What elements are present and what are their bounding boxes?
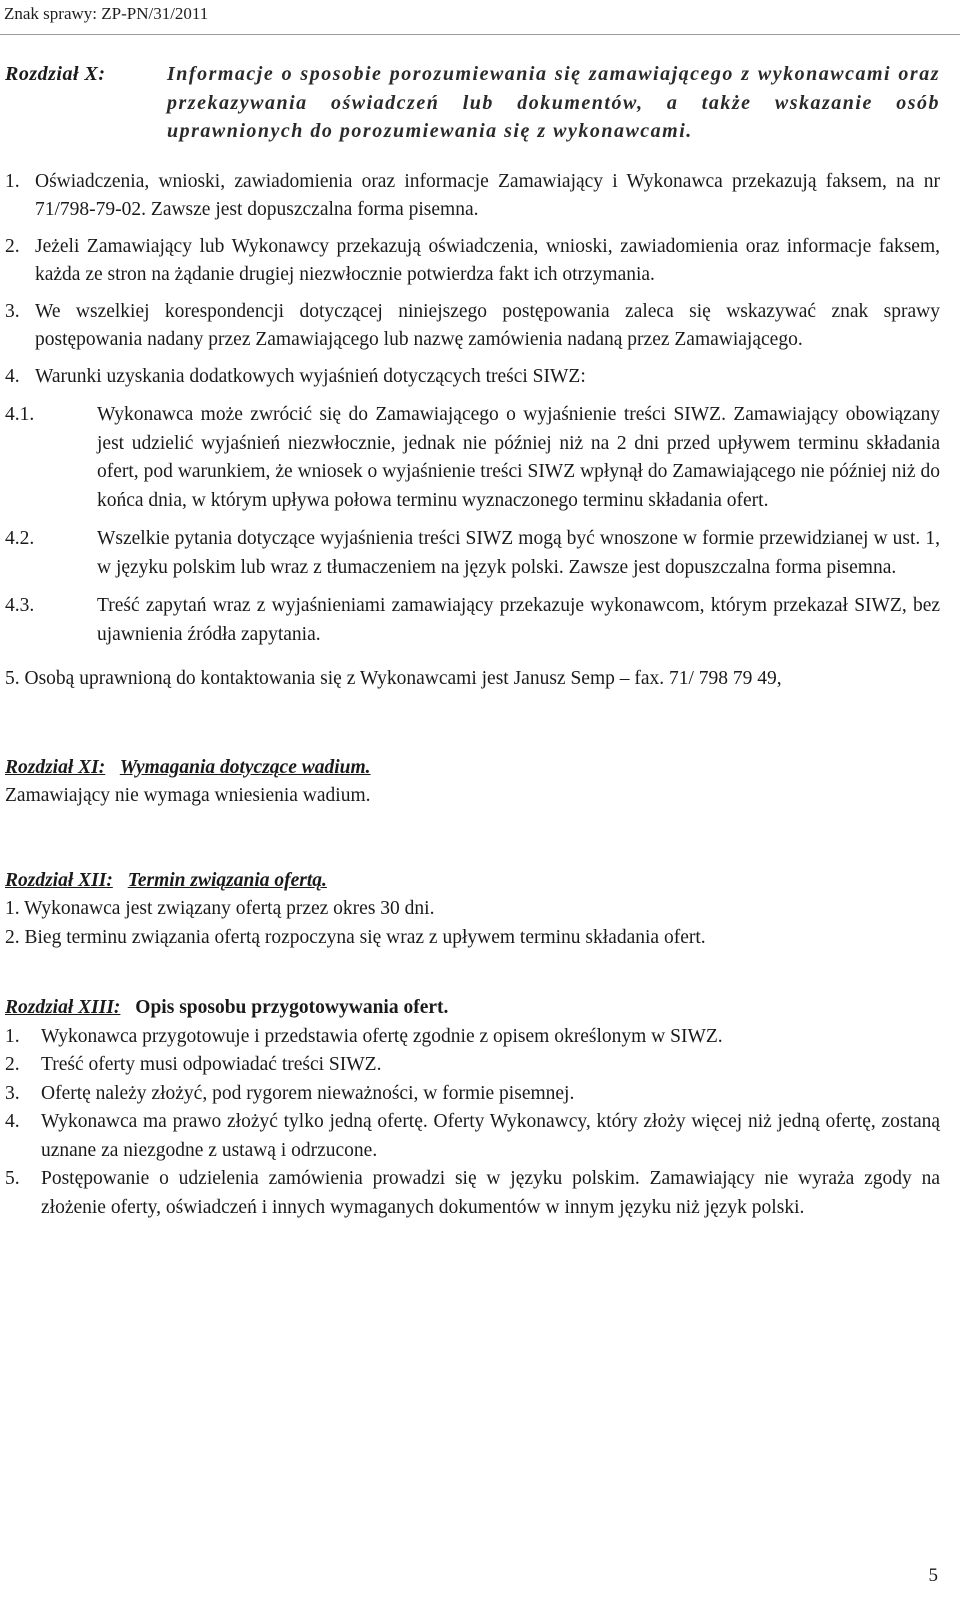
sub-item-text: Treść zapytań wraz z wyjaśnieniami zamawiający przekazuje wykonawcom, którym przekazał SIWZ, bez ujawnienia źródła zapytania. [97, 595, 940, 645]
chapter-xiii-title: Opis sposobu przygotowywania ofert. [135, 997, 449, 1018]
sub-item-number: 4.2. [5, 528, 35, 549]
chapter-x-title: Informacje o sposobie porozumiewania się zamawiającego z wykonawcami oraz przekazywania oświadczeń lub dokumentów, a także wskazanie osób uprawnionych do porozumiewania się z wykonawcami. [167, 63, 940, 142]
list-item [5, 363, 940, 392]
item-text: Treść oferty musi odpowiadać treści SIWZ. [41, 1054, 382, 1075]
list-item [5, 1080, 940, 1109]
item-text: Wykonawca przygotowuje i przedstawia ofertę zgodnie z opisem określonym w SIWZ. [41, 1025, 723, 1047]
item-text: We wszelkiej korespondencji dotyczącej niniejszego postępowania zaleca się wskazywać znak sprawy postępowania nadany przez Zamawiającego lub nazwę zamówienia nadaną przez Zamawiającego. [35, 300, 940, 350]
list-item: 1. Wykonawca jest związany ofertą przez okres 30 dni. [5, 898, 435, 919]
item-number: 2. [5, 235, 20, 257]
page-number: 5 [928, 1565, 938, 1586]
case-number-header: Znak sprawy: ZP-PN/31/2011 [4, 4, 209, 23]
chapter-xii-title: Termin związania ofertą. [127, 869, 327, 891]
item-text: Ofertę należy złożyć, pod rygorem nieważności, w formie pisemnej. [41, 1082, 575, 1104]
item-number: 2. [5, 1054, 20, 1075]
document-page [5, 60, 940, 1222]
chapter-xi-title: Wymagania dotyczące wadium. [119, 756, 371, 778]
item-text: Postępowanie o udzielenia zamówienia prowadzi się w języku polskim. Zamawiający nie wyraża zgody na złożenie oferty, oświadczeń i innych wymaganych dokumentów w innym języku niż język polski. [41, 1168, 940, 1218]
sub-item [5, 525, 940, 582]
sub-item [5, 401, 940, 515]
item-number: 4. [5, 1111, 20, 1132]
item-text: Jeżeli Zamawiający lub Wykonawcy przekazują oświadczenia, wnioski, zawiadomienia oraz informacje faksem, każda ze stron na żądanie drugiej niezwłocznie potwierdza fakt ich otrzymania. [35, 235, 940, 285]
item-number: 1. [5, 170, 20, 192]
sub-item-text: Wykonawca może zwrócić się do Zamawiającego o wyjaśnienie treści SIWZ. Zamawiający obowiązany jest udzielić wyjaśnień niezwłocznie, jednak nie później niż na 2 dni przed upływem terminu składania ofert, pod warunkiem, że wniosek o wyjaśnienie treści SIWZ wpłynął do Zamawiającego nie później niż do końca dnia, w którym upływa połowa terminu wyznaczonego terminu składania ofert. [97, 404, 940, 511]
chapter-xii-label: Rozdział XII: [5, 869, 113, 891]
list-item [5, 168, 940, 225]
list-item [5, 233, 940, 290]
header-divider [0, 34, 960, 35]
item-number: 3. [5, 1082, 20, 1104]
chapter-xi-heading [5, 754, 940, 783]
chapter-xii-heading [5, 867, 940, 896]
item-number: 3. [5, 300, 20, 322]
chapter-xiii-heading [5, 994, 940, 1023]
item-text: Warunki uzyskania dodatkowych wyjaśnień dotyczących treści SIWZ: [35, 365, 586, 387]
chapter-xi-label: Rozdział XI: [5, 756, 106, 778]
chapter-xi [5, 754, 940, 811]
sub-item-text: Wszelkie pytania dotyczące wyjaśnienia treści SIWZ mogą być wnoszone w formie przewidzianej w ust. 1, w języku polskim lub wraz z tłumaczeniem na język polski. Zawsze jest dopuszczalna forma pisemna. [97, 528, 940, 578]
chapter-xiii [5, 994, 940, 1222]
item-number: 4. [5, 365, 20, 387]
chapter-x-heading [5, 60, 940, 146]
sub-item-number: 4.1. [5, 404, 35, 425]
chapter-xiii-label: Rozdział XIII: [5, 997, 121, 1018]
item-number: 1. [5, 1025, 20, 1047]
item-text: Oświadczenia, wnioski, zawiadomienia oraz informacje Zamawiający i Wykonawca przekazują faksem, na nr 71/798-79-02. Zawsze jest dopuszczalna forma pisemna. [35, 170, 940, 220]
contact-person-paragraph: 5. Osobą uprawnioną do kontaktowania się z Wykonawcami jest Janusz Semp – fax. 71/ 798 79 49, [5, 668, 782, 689]
list-item [5, 298, 940, 355]
chapter-xi-body: Zamawiający nie wymaga wniesienia wadium. [5, 785, 371, 806]
chapter-x-label: Rozdział X: [5, 63, 106, 85]
list-item [5, 1051, 940, 1080]
list-item [5, 1108, 940, 1165]
list-item [5, 1165, 940, 1222]
list-item: 2. Bieg terminu związania ofertą rozpoczyna się wraz z upływem terminu składania ofert. [5, 926, 706, 948]
sub-item-number: 4.3. [5, 595, 35, 616]
chapter-xii [5, 867, 940, 953]
item-number: 5. [5, 1168, 20, 1189]
list-item [5, 1023, 940, 1052]
sub-item [5, 592, 940, 649]
item-text: Wykonawca ma prawo złożyć tylko jedną ofertę. Oferty Wykonawcy, który złoży więcej niż jedną ofertę, zostaną uznane za niezgodne z ustawą i odrzucone. [41, 1111, 940, 1161]
